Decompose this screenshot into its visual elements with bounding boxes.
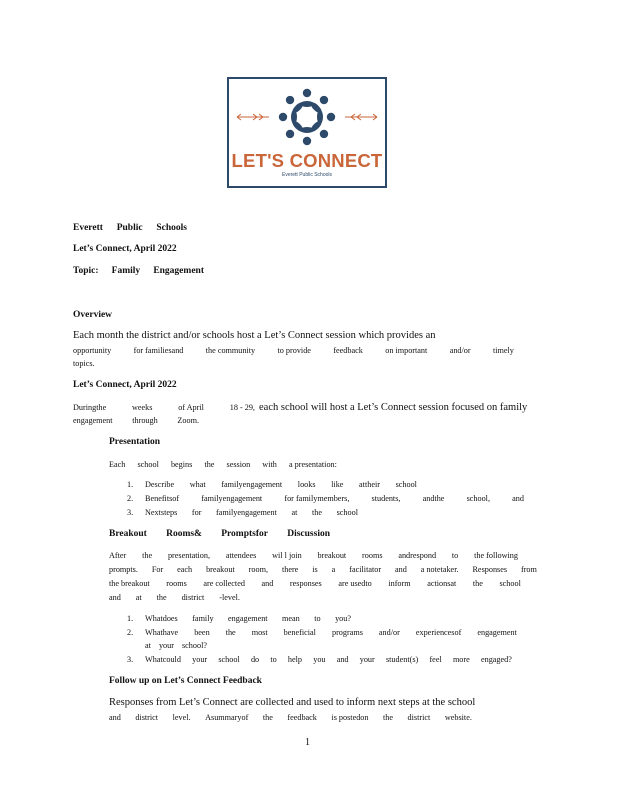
text-word: there <box>281 565 299 574</box>
text-word: feedback <box>333 346 363 355</box>
text-word: Each <box>109 460 126 469</box>
presentation-intro <box>109 460 337 469</box>
breakout-line-4 <box>109 593 240 602</box>
text-word: your <box>359 655 375 664</box>
presentation-item-1 <box>145 480 417 489</box>
text-word: a notetaker. <box>420 565 459 574</box>
overview-heading: Overview <box>73 310 113 320</box>
right-arrow-icon <box>345 114 377 120</box>
breakout-item-2 <box>145 628 517 637</box>
text-word: presentation, <box>167 551 211 560</box>
text-word: at <box>145 641 151 650</box>
text-word: engagement <box>477 628 517 637</box>
text-word: feel <box>429 655 442 664</box>
logo-title: LET'S CONNECT <box>231 150 383 171</box>
topic-heading <box>73 266 204 276</box>
text-word: and/or <box>378 628 400 637</box>
text-word: for familiesand <box>133 346 184 355</box>
left-arrow-icon <box>237 114 269 120</box>
text-word: Benefitsof <box>145 494 180 503</box>
text-word: school? <box>181 641 207 650</box>
text-word: most <box>251 628 268 637</box>
overview-line-1: Each month the district and/or schools host a Let’s Connect session which provides an <box>73 330 436 341</box>
text-word: through <box>132 416 158 425</box>
text-word: family <box>192 614 214 623</box>
text-word: the community <box>205 346 256 355</box>
text-word: to <box>314 614 321 623</box>
text-word: school <box>336 508 358 517</box>
text-word: level. <box>172 713 191 722</box>
text-word: are collected <box>203 579 245 588</box>
text-word: school <box>218 655 240 664</box>
text-word: district <box>181 593 205 602</box>
text-word: and <box>261 579 274 588</box>
text-word: actionsat <box>427 579 457 588</box>
text-word: the following <box>474 551 518 560</box>
text-word: to <box>451 551 459 560</box>
text-word: each <box>177 565 193 574</box>
text-word: the <box>312 508 323 517</box>
presentation-item-num: 3. <box>127 508 134 517</box>
text-word: the <box>383 713 394 722</box>
heading-word: Discussion <box>287 529 330 539</box>
session-heading: Let’s Connect, April 2022 <box>73 244 177 254</box>
text-word: a presentation: <box>288 460 337 469</box>
text-word: rooms <box>362 551 383 560</box>
text-word: room, <box>248 565 269 574</box>
text-word: timely <box>492 346 514 355</box>
text-word: breakout <box>206 565 235 574</box>
text-word: and <box>336 655 349 664</box>
text-word: andrespond <box>398 551 437 560</box>
text-word: from <box>520 565 537 574</box>
person-head-icon <box>320 130 328 138</box>
text-word: the <box>156 593 167 602</box>
text-word: like <box>331 480 344 489</box>
text-word: district <box>135 713 159 722</box>
text-word: and <box>395 565 407 574</box>
text-word: your <box>192 655 208 664</box>
text-word: Duringthe <box>73 403 107 412</box>
followup-heading: Follow up on Let’s Connect Feedback <box>109 676 262 686</box>
heading-word: Breakout <box>109 529 147 539</box>
text-word: looks <box>297 480 316 489</box>
person-head-icon <box>303 89 311 97</box>
breakout-item-num: 3. <box>127 655 134 664</box>
text-word: to <box>270 655 277 664</box>
heading-word: Promptsfor <box>221 529 268 539</box>
followup-line-1: Responses from Let’s Connect are collected and used to inform next steps at the school <box>109 697 476 708</box>
text-word: your <box>158 641 174 650</box>
text-word: of April <box>178 403 204 412</box>
text-word: facilitator <box>349 565 382 574</box>
breakout-item-num: 2. <box>127 628 134 637</box>
text-word: After <box>109 551 127 560</box>
text-word: familyengagement <box>221 480 283 489</box>
text-word: attendees <box>225 551 257 560</box>
text-word: familyengagement <box>216 508 277 517</box>
text-word: to provide <box>277 346 311 355</box>
overview-line-2 <box>73 346 514 355</box>
text-word: school <box>499 579 521 588</box>
heading-word: Schools <box>156 223 187 233</box>
page-number: 1 <box>305 737 310 748</box>
district-heading <box>73 223 187 233</box>
text-word: school <box>137 460 159 469</box>
text-word: engaged? <box>480 655 512 664</box>
heading-word: Family <box>111 266 141 276</box>
heading-word: Everett <box>73 223 103 233</box>
text-word: andthe <box>422 494 445 503</box>
text-word: the <box>225 628 236 637</box>
text-word: what <box>189 480 206 489</box>
text-word: the <box>142 551 153 560</box>
text-word: attheir <box>359 480 380 489</box>
text-word: feedback <box>287 713 317 722</box>
presentation-item-num: 2. <box>127 494 134 503</box>
text-word: Zoom. <box>177 416 199 425</box>
breakout-item-2-cont <box>145 641 207 650</box>
text-word: engagement <box>228 614 268 623</box>
text-word: breakout <box>317 551 347 560</box>
breakout-item-3 <box>145 655 512 664</box>
text-word: at <box>291 508 298 517</box>
text-word: the <box>472 579 483 588</box>
text-word: Whatdoes <box>145 614 178 623</box>
text-word: and/or <box>449 346 471 355</box>
followup-line-2 <box>109 713 472 722</box>
text-word: and <box>512 494 524 503</box>
text-word: on important <box>385 346 428 355</box>
text-word: and <box>109 593 121 602</box>
text-word: and <box>109 713 121 722</box>
text-word: a <box>331 565 336 574</box>
person-head-icon <box>286 130 294 138</box>
text-word: inform <box>388 579 411 588</box>
presentation-item-2 <box>145 494 524 503</box>
heading-word: Engagement <box>153 266 204 276</box>
text-word: weeks <box>131 403 153 412</box>
text-word: session <box>226 460 251 469</box>
person-head-icon <box>286 96 294 104</box>
heading-word: Rooms& <box>166 529 202 539</box>
text-word: Whathave <box>145 628 179 637</box>
breakout-line-3 <box>109 579 521 588</box>
text-word: familyengagement <box>201 494 263 503</box>
text-word: website. <box>444 713 472 722</box>
text-word: For <box>151 565 164 574</box>
heading-word: Topic: <box>73 266 99 276</box>
text-word: school <box>395 480 417 489</box>
person-head-icon <box>303 137 311 145</box>
text-word: wil l join <box>272 551 302 560</box>
text-word: students, <box>371 494 401 503</box>
text-word: opportunity <box>73 346 112 355</box>
text-word: help <box>287 655 303 664</box>
text-word: the <box>262 713 273 722</box>
overview-line-3: topics. <box>73 359 95 368</box>
text-word: rooms <box>166 579 187 588</box>
presentation-item-3 <box>145 508 358 517</box>
text-word: district <box>407 713 431 722</box>
text-word: the breakout <box>109 579 150 588</box>
april-line-1-rest: each school will host a Let’s Connect session focused on family <box>259 402 528 413</box>
breakout-item-1 <box>145 614 351 623</box>
text-word: responses <box>289 579 322 588</box>
breakout-line-1 <box>109 551 518 560</box>
text-word: prompts. <box>109 565 138 574</box>
text-word: Whatcould <box>145 655 181 664</box>
april-line-1 <box>73 402 528 413</box>
text-word: the <box>204 460 215 469</box>
text-word: Describe <box>145 480 175 489</box>
breakout-heading <box>109 529 330 539</box>
april-line-1-words <box>73 403 255 412</box>
breakout-line-2 <box>109 565 537 574</box>
person-head-icon <box>320 96 328 104</box>
text-word: engagement <box>73 416 113 425</box>
logo-subtitle: Everett Public Schools <box>281 172 333 178</box>
text-word: student(s) <box>385 655 419 664</box>
presentation-heading: Presentation <box>109 437 161 447</box>
text-word: 18 - 29, <box>229 403 255 412</box>
text-word: mean <box>282 614 300 623</box>
text-word: experiencesof <box>415 628 462 637</box>
text-word: school, <box>466 494 491 503</box>
person-head-icon <box>279 113 287 121</box>
text-word: for familymembers, <box>284 494 350 503</box>
text-word: begins <box>170 460 193 469</box>
text-word: been <box>194 628 210 637</box>
text-word: more <box>452 655 470 664</box>
presentation-item-num: 1. <box>127 480 134 489</box>
text-word: you <box>313 655 326 664</box>
text-word: beneficial <box>283 628 316 637</box>
people-circle-icon <box>229 83 385 153</box>
breakout-item-num: 1. <box>127 614 134 623</box>
heading-word: Public <box>116 223 143 233</box>
lets-connect-logo <box>227 77 387 188</box>
person-head-icon <box>327 113 335 121</box>
text-word: is <box>312 565 318 574</box>
text-word: -level. <box>219 593 240 602</box>
text-word: Responses <box>472 565 508 574</box>
text-word: do <box>250 655 260 664</box>
text-word: for <box>191 508 202 517</box>
april-heading: Let’s Connect, April 2022 <box>73 380 177 390</box>
text-word: is postedon <box>331 713 369 722</box>
text-word: programs <box>331 628 363 637</box>
text-word: at <box>135 593 142 602</box>
text-word: Nextsteps <box>145 508 178 517</box>
text-word: are usedto <box>338 579 372 588</box>
april-line-2 <box>73 416 199 425</box>
text-word: you? <box>335 614 351 623</box>
text-word: with <box>262 460 277 469</box>
text-word: Asummaryof <box>205 713 249 722</box>
